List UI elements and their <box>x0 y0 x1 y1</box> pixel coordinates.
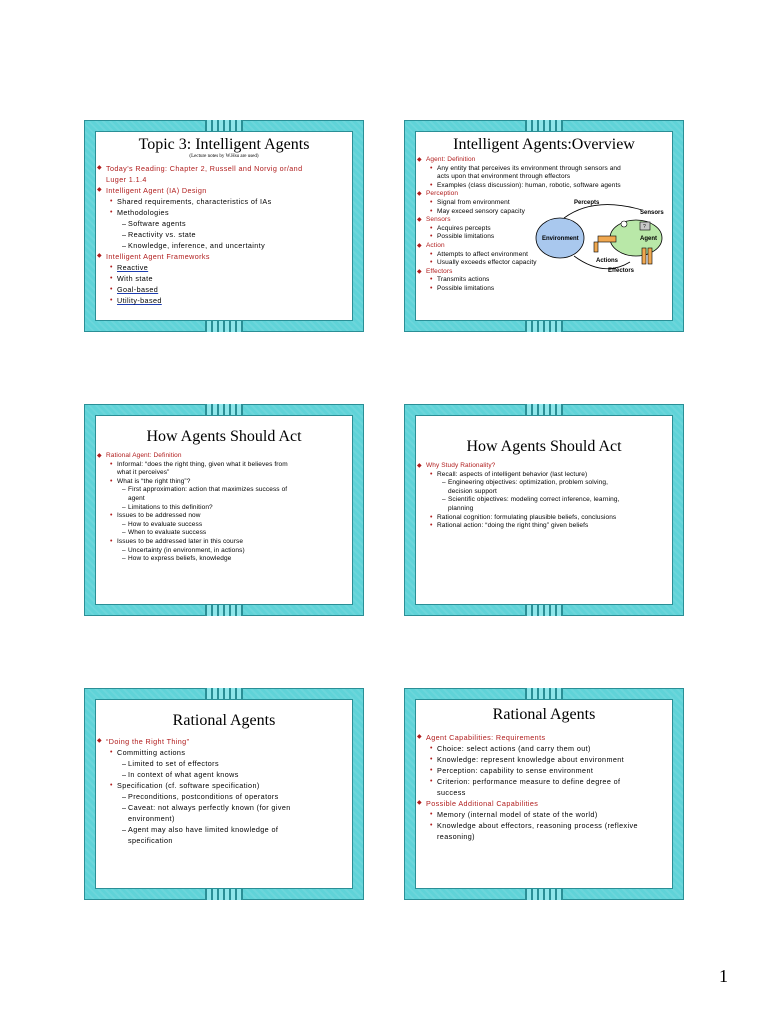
slide-tab-bottom <box>525 320 563 332</box>
bullet-reactivity: – Reactivity vs. state <box>96 229 352 240</box>
link-goal-based[interactable]: Goal-based <box>117 285 159 294</box>
bullet-engineering: – Engineering objectives: optimization, problem solving, <box>416 479 672 488</box>
actions-label: Actions <box>596 258 619 264</box>
slide-tab-bottom <box>205 604 243 616</box>
bullet-engineering-cont: decision support <box>448 487 497 495</box>
slide-content <box>415 131 673 321</box>
slide-content <box>95 699 353 889</box>
bullet-rational-agent-def: ◆ Rational Agent: Definition <box>96 452 352 461</box>
effectors-label: Effectors <box>608 268 635 274</box>
effector-leg-icon <box>648 248 652 264</box>
bullet-specification: • Specification (cf. software specification) <box>96 780 352 791</box>
bullet-frameworks: ◆ Intelligent Agent Frameworks <box>96 251 352 262</box>
agent-label: Agent <box>640 236 657 242</box>
bullet-criterion-cont: success <box>437 788 466 797</box>
bullet-committing: • Committing actions <box>96 747 352 758</box>
bullet-effectors: ◆ Effectors <box>416 268 672 277</box>
bullet-informal-cont: what it perceives” <box>117 469 170 477</box>
link-reactive[interactable]: Reactive <box>117 263 149 272</box>
bullet-exceed-sensory: • May exceed sensory capacity <box>416 208 672 217</box>
bullet-limited-effectors: – Limited to set of effectors <box>96 758 352 769</box>
bullet-reading-cont: Luger 1.1.4 <box>106 175 147 184</box>
bullet-choice: • Choice: select actions (and carry them out) <box>416 743 672 754</box>
slide-rational-agents-2 <box>404 688 684 900</box>
bullet-ia-design: ◆ Intelligent Agent (IA) Design <box>96 185 352 196</box>
effector-hand-icon <box>594 242 598 252</box>
sensor-eye-icon <box>621 221 627 227</box>
bullet-acquires-percepts: • Acquires percepts <box>416 225 672 234</box>
bullet-rational-cognition: • Rational cognition: formulating plausible beliefs, conclusions <box>416 514 672 523</box>
bullet-shared-req: • Shared requirements, characteristics of IAs <box>96 196 352 207</box>
sensors-label: Sensors <box>640 210 664 216</box>
bullet-when-evaluate: – When to evaluate success <box>96 529 352 538</box>
bullet-memory: • Memory (internal model of state of the world) <box>416 809 672 820</box>
slide-tab-bottom <box>525 888 563 900</box>
bullet-examples: • Examples (class discussion): human, robotic, software agents <box>416 182 672 191</box>
bullet-goal-based <box>96 284 352 295</box>
bullet-with-state: • With state <box>96 273 352 284</box>
bullet-why-rationality: ◆ Why Study Rationality? <box>416 462 672 471</box>
bullet-agent-definition: ◆ Agent: Definition <box>416 156 672 165</box>
bullet-reading: ◆ Today’s Reading: Chapter 2, Russell and Norvig or/and <box>96 163 352 174</box>
bullet-issues-now: • Issues to be addressed now <box>96 512 352 521</box>
bullet-right-thing: • What is “the right thing”? <box>96 478 352 487</box>
bullet-exceeds-effector: • Usually exceeds effector capacity <box>416 259 672 268</box>
slide-content <box>415 415 673 605</box>
bullet-caveat-cont: environment) <box>128 814 175 823</box>
bullet-sensors: ◆ Sensors <box>416 216 672 225</box>
environment-label: Environment <box>542 236 579 242</box>
bullet-doing-right-thing: ◆ “Doing the Right Thing” <box>96 736 352 747</box>
bullet-methodologies: • Methodologies <box>96 207 352 218</box>
slide-tab-bottom <box>205 888 243 900</box>
bullet-any-entity-cont: acts upon that environment through effectors <box>437 173 571 181</box>
slide-content <box>95 415 353 605</box>
bullet-scientific-cont: planning <box>448 504 474 512</box>
slide-subtitle: (Lecture notes by W.Hsu are used) <box>189 154 259 159</box>
bullet-possible-limitations-2: • Possible limitations <box>416 285 672 294</box>
agent-question-mark: ? <box>643 224 646 230</box>
slide-how-agents-should-act-2 <box>404 404 684 616</box>
effector-leg-icon <box>642 248 646 264</box>
effector-arm-icon <box>598 236 616 242</box>
agent-environment-diagram <box>534 192 666 282</box>
bullet-action: ◆ Action <box>416 242 672 251</box>
bullet-capabilities: ◆ Agent Capabilities: Requirements <box>416 732 672 743</box>
slide-title: How Agents Should Act <box>146 428 302 445</box>
slide-content <box>415 699 673 889</box>
percepts-arrow <box>564 205 642 218</box>
bullet-first-approx-cont: agent <box>128 494 145 502</box>
bullet-preconditions: – Preconditions, postconditions of operators <box>96 791 352 802</box>
bullet-agent-limited-cont: specification <box>128 836 173 845</box>
bullet-additional: ◆ Possible Additional Capabilities <box>416 798 672 809</box>
bullet-agent-limited: – Agent may also have limited knowledge of <box>96 824 352 835</box>
bullet-attempts: • Attempts to affect environment <box>416 251 672 260</box>
slide-title: Topic 3: Intelligent Agents <box>138 136 310 153</box>
bullet-knowledge: – Knowledge, inference, and uncertainty <box>96 240 352 251</box>
slide-tab-bottom <box>525 604 563 616</box>
bullet-uncertainty: – Uncertainty (in environment, in actions) <box>96 547 352 556</box>
slide-content <box>95 131 353 321</box>
slide-title: How Agents Should Act <box>466 438 622 455</box>
slide-tab-bottom <box>205 320 243 332</box>
link-utility-based[interactable]: Utility-based <box>117 296 162 305</box>
bullet-caveat: – Caveat: not always perfectly known (for given <box>96 802 352 813</box>
bullet-perception: • Perception: capability to sense environment <box>416 765 672 776</box>
slide-title: Intelligent Agents:Overview <box>453 136 635 153</box>
slide-topic3-intelligent-agents <box>84 120 364 332</box>
bullet-first-approx: – First approximation: action that maximizes success of <box>96 486 352 495</box>
bullet-software-agents: – Software agents <box>96 218 352 229</box>
slide-how-agents-should-act-1 <box>84 404 364 616</box>
bullet-rational-action: • Rational action: “doing the right thing” given beliefs <box>416 522 672 531</box>
bullet-knowledge-effectors: • Knowledge about effectors, reasoning process (reflexive <box>416 820 672 831</box>
slide-intelligent-agents-overview <box>404 120 684 332</box>
bullet-signal: • Signal from environment <box>416 199 672 208</box>
bullet-informal: • Informal: “does the right thing, given what it believes from <box>96 461 352 470</box>
page-number: 1 <box>719 966 728 986</box>
bullet-any-entity: • Any entity that perceives its environment through sensors and <box>416 165 672 174</box>
bullet-beliefs: – How to express beliefs, knowledge <box>96 555 352 564</box>
bullet-scientific: – Scientific objectives: modeling correct inference, learning, <box>416 496 672 505</box>
bullet-criterion: • Criterion: performance measure to define degree of <box>416 776 672 787</box>
bullet-recall: • Recall: aspects of intelligent behavior (last lecture) <box>416 471 672 480</box>
bullet-perception: ◆ Perception <box>416 190 672 199</box>
bullet-limitations: – Limitations to this definition? <box>96 504 352 513</box>
bullet-utility-based <box>96 295 352 306</box>
slide-title: Rational Agents <box>172 712 276 729</box>
bullet-possible-limitations: • Possible limitations <box>416 233 672 242</box>
bullet-reactive <box>96 262 352 273</box>
bullet-how-evaluate: – How to evaluate success <box>96 521 352 530</box>
bullet-knowledge: • Knowledge: represent knowledge about environment <box>416 754 672 765</box>
percepts-label: Percepts <box>574 200 600 206</box>
slide-rational-agents-1 <box>84 688 364 900</box>
slide-title: Rational Agents <box>492 706 596 723</box>
bullet-transmits: • Transmits actions <box>416 276 672 285</box>
bullet-context: – In context of what agent knows <box>96 769 352 780</box>
bullet-knowledge-effectors-cont: reasoning) <box>437 832 475 841</box>
bullet-issues-later: • Issues to be addressed later in this course <box>96 538 352 547</box>
